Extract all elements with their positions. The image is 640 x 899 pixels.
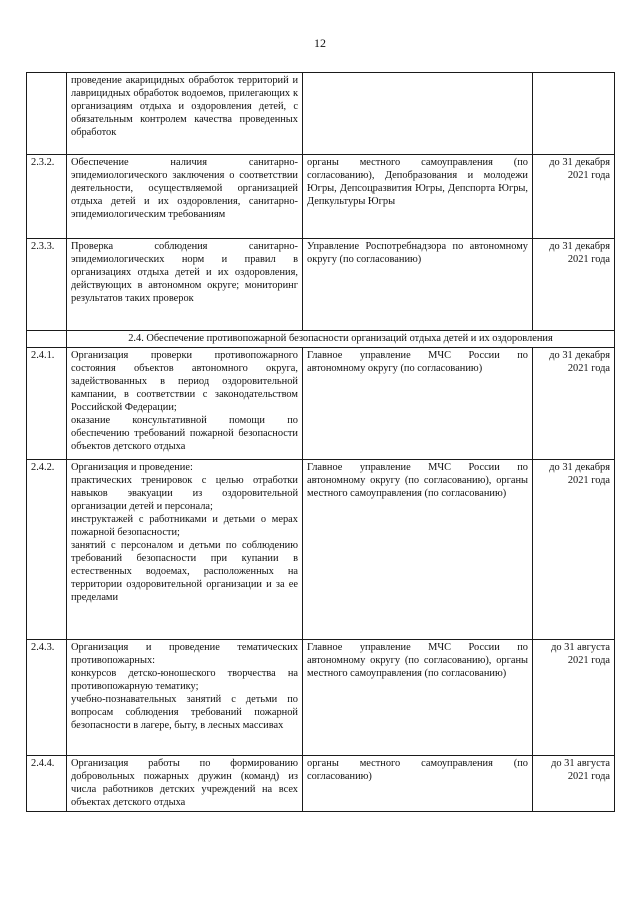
table-row xyxy=(27,155,615,239)
activity-cell: Организация и проведение тематических противопожарных: конкурсов детско-юношеского творчества на противопожарную тематику; учебно-познавательных занятий с детьми по вопросам соблюдения требований пожарной безопасности в лагере, быту, в лесных массивах xyxy=(67,640,303,756)
deadline-cell: до 31 августа 2021 года xyxy=(533,640,615,756)
table-row xyxy=(27,640,615,756)
deadline-cell: до 31 декабря 2021 года xyxy=(533,239,615,331)
activity-cell: Организация проверки противопожарного состояния объектов автономного округа, задействованных в период оздоровительной кампании, в соответствии с законодательством Российской Федерации; оказание консультативной помощи по обеспечению требований пожарной безопасности объектов детского отдыха xyxy=(67,348,303,460)
section-title: 2.4. Обеспечение противопожарной безопасности организаций отдыха детей и их оздоровления xyxy=(67,331,615,348)
responsible-cell: Главное управление МЧС России по автономному округу (по согласованию), органы местного самоуправления (по согласованию) xyxy=(303,460,533,640)
table-row xyxy=(27,73,615,155)
table-row xyxy=(27,348,615,460)
responsible-cell: Главное управление МЧС России по автономному округу (по согласованию), органы местного самоуправления (по согласованию) xyxy=(303,640,533,756)
activity-cell: Проверка соблюдения санитарно-эпидемиологических норм и правил в организациях отдыха детей и их оздоровления, действующих в автономном округе; мониторинг результатов таких проверок xyxy=(67,239,303,331)
row-number xyxy=(27,73,67,155)
activity-cell: Организация работы по формированию добровольных пожарных дружин (команд) из числа работников детских учреждений на всех объектах детского отдыха xyxy=(67,756,303,812)
activity-cell: проведение акарицидных обработок территорий и лаврицидных обработок водоемов, прилегающих к организациям отдыха и оздоровления детей, с обязательным контролем качества проведенных обработок xyxy=(67,73,303,155)
table-row xyxy=(27,239,615,331)
responsible-cell xyxy=(303,73,533,155)
row-number: 2.3.3. xyxy=(27,239,67,331)
deadline-cell: до 31 декабря 2021 года xyxy=(533,460,615,640)
responsible-cell: органы местного самоуправления (по согласованию), Депобразования и молодежи Югры, Депсоцразвития Югры, Депспорта Югры, Депкультуры Югры xyxy=(303,155,533,239)
row-number: 2.4.2. xyxy=(27,460,67,640)
activity-cell: Обеспечение наличия санитарно-эпидемиологического заключения о соответствии деятельности, осуществляемой организацией отдыха детей и их оздоровления, санитарно-эпидемиологическим требованиям xyxy=(67,155,303,239)
row-number: 2.4.3. xyxy=(27,640,67,756)
activity-cell: Организация и проведение: практических тренировок с целью отработки навыков эвакуации из оздоровительной организации детей и персонала; инструктажей с работниками и детьми о мерах пожарной безопасности; занятий с персоналом и детьми по соблюдению требований безопасности при купании в естественных водоемах, расположенных на территории оздоровительной организации и за ее пределами xyxy=(67,460,303,640)
row-number: 2.4.4. xyxy=(27,756,67,812)
responsible-cell: органы местного самоуправления (по согласованию) xyxy=(303,756,533,812)
row-number: 2.3.2. xyxy=(27,155,67,239)
deadline-cell: до 31 декабря 2021 года xyxy=(533,155,615,239)
deadline-cell: до 31 августа 2021 года xyxy=(533,756,615,812)
table-row xyxy=(27,460,615,640)
deadline-cell: до 31 декабря 2021 года xyxy=(533,348,615,460)
section-heading-row xyxy=(27,331,615,348)
row-number: 2.4.1. xyxy=(27,348,67,460)
page-number: 12 xyxy=(314,36,326,50)
responsible-cell: Главное управление МЧС России по автономному округу (по согласованию) xyxy=(303,348,533,460)
measures-table xyxy=(26,72,615,812)
deadline-cell xyxy=(533,73,615,155)
table-row xyxy=(27,756,615,812)
responsible-cell: Управление Роспотребнадзора по автономному округу (по согласованию) xyxy=(303,239,533,331)
